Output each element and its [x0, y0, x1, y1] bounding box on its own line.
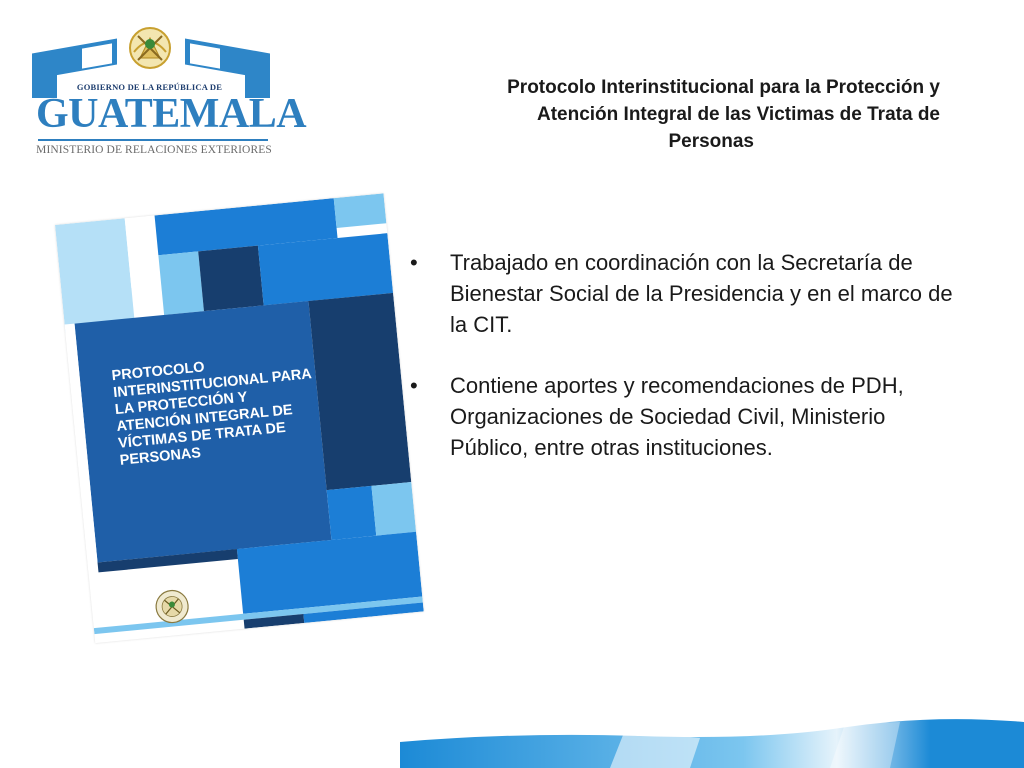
- title-line: Atención Integral de las Victimas de Trata de: [536, 104, 940, 125]
- cover-block: [55, 218, 135, 334]
- bullet-item: [410, 247, 955, 340]
- bullet-item: [410, 370, 955, 463]
- bullet-icon: •: [410, 250, 418, 275]
- bullet-text: Contiene aportes y recomendaciones de PDH, Organizaciones de Sociedad Civil, Ministerio Público, entre otras instituciones.: [450, 373, 904, 460]
- bullet-list: [410, 247, 955, 493]
- cover-block: [334, 193, 387, 228]
- cover-block: [158, 251, 204, 315]
- logo-divider: [38, 139, 268, 141]
- bullet-icon: •: [410, 373, 418, 398]
- protocol-booklet-cover: [55, 193, 424, 643]
- cover-title: PROTOCOLO INTERINSTITUCIONAL PARA LA PROTECCIÓN Y ATENCIÓN INTEGRAL DE VÍCTIMAS DE TRATA DE PERSONAS: [110, 359, 312, 469]
- cover-block: [198, 246, 263, 311]
- guatemala-logo: [22, 18, 307, 163]
- title-line: Protocolo Interinstitucional para la Protección y: [507, 77, 940, 98]
- cover-block: [371, 482, 416, 536]
- cover-block: [327, 486, 377, 540]
- coat-of-arms-icon: [124, 22, 176, 74]
- logo-country-name: GUATEMALA: [36, 91, 307, 137]
- logo-government-line: GOBIERNO DE LA REPÚBLICA DE: [76, 82, 223, 92]
- government-seal-icon: [152, 587, 191, 626]
- bullet-text: Trabajado en coordinación con la Secretaría de Bienestar Social de la Presidencia y en el marco de la CIT.: [450, 250, 953, 337]
- cover-block: [308, 293, 411, 490]
- slide-title: [400, 74, 940, 155]
- title-line: Personas: [668, 131, 754, 152]
- logo-ministry-name: MINISTERIO DE RELACIONES EXTERIORES: [36, 144, 272, 156]
